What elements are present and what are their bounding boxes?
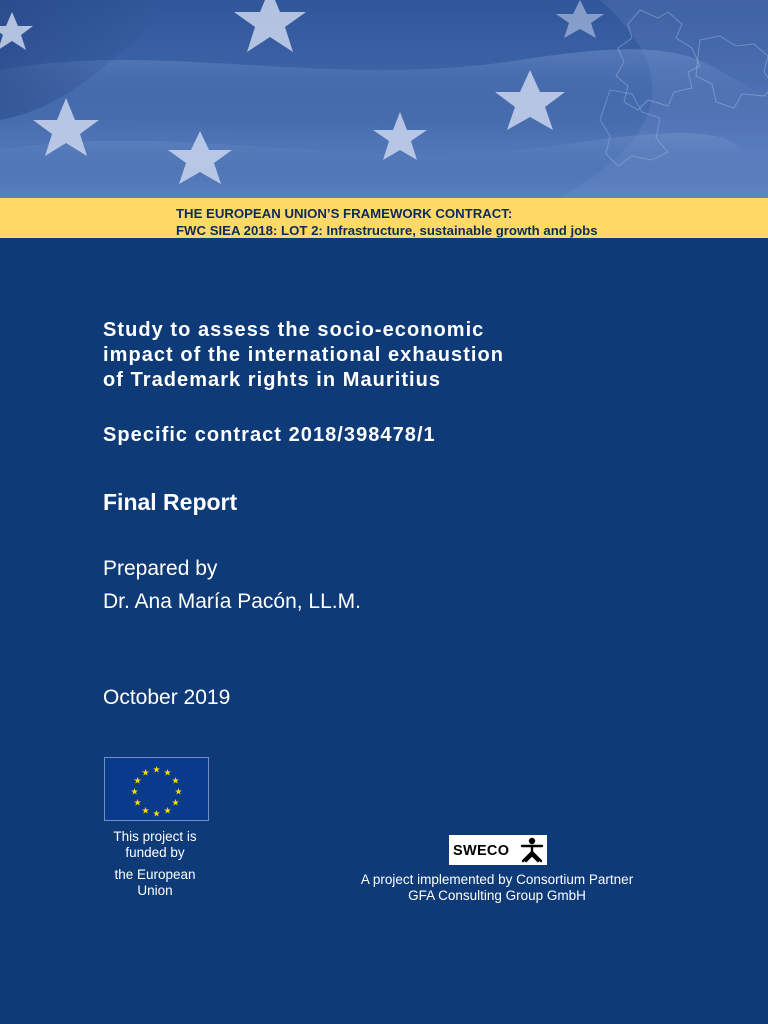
eu-flag-banner-image (0, 0, 768, 198)
sweco-logo (449, 835, 547, 865)
report-date: October 2019 (103, 686, 231, 709)
report-title-line-1: Study to assess the socio-economic (103, 319, 485, 341)
eu-funding-line-4: Union (137, 883, 173, 898)
eu-funding-line-2: funded by (125, 845, 185, 860)
svg-text:★: ★ (141, 806, 150, 817)
partner-line-2: GFA Consulting Group GmbH (408, 888, 586, 903)
report-title-line-2: impact of the international exhaustion (103, 344, 505, 366)
framework-contract-line-2: FWC SIEA 2018: LOT 2: Infrastructure, sustainable growth and jobs (176, 223, 598, 238)
eu-stars-icon (105, 758, 208, 820)
author-name: Dr. Ana María Pacón, LL.M. (103, 590, 361, 613)
svg-text:★: ★ (163, 806, 172, 817)
eu-funding-line-1: This project is (113, 829, 197, 844)
report-title-line-3: of Trademark rights in Mauritius (103, 369, 442, 391)
svg-text:★: ★ (152, 809, 161, 820)
svg-text:★: ★ (171, 776, 180, 787)
implementing-partner-statement (340, 872, 654, 904)
eu-funding-statement (95, 829, 215, 899)
sweco-figure-icon (520, 837, 544, 863)
svg-text:★: ★ (133, 798, 142, 809)
svg-text:★: ★ (171, 798, 180, 809)
banner-artwork (0, 0, 768, 198)
report-title (103, 318, 703, 393)
svg-text:★: ★ (152, 765, 161, 776)
eu-funding-line-3: the European (114, 867, 196, 882)
framework-contract-line-1: THE EUROPEAN UNION’S FRAMEWORK CONTRACT: (176, 206, 513, 221)
svg-text:★: ★ (133, 776, 142, 787)
report-type-heading: Final Report (103, 489, 238, 515)
svg-text:★: ★ (141, 768, 150, 779)
specific-contract-number: Specific contract 2018/398478/1 (103, 424, 436, 446)
prepared-by-label: Prepared by (103, 557, 218, 580)
partner-line-1: A project implemented by Consortium Partner (360, 872, 634, 887)
svg-text:★: ★ (130, 787, 139, 798)
sweco-logo-text: SWECO (453, 843, 510, 859)
svg-text:★: ★ (174, 787, 183, 798)
svg-text:★: ★ (163, 768, 172, 779)
eu-flag-logo (104, 757, 209, 821)
